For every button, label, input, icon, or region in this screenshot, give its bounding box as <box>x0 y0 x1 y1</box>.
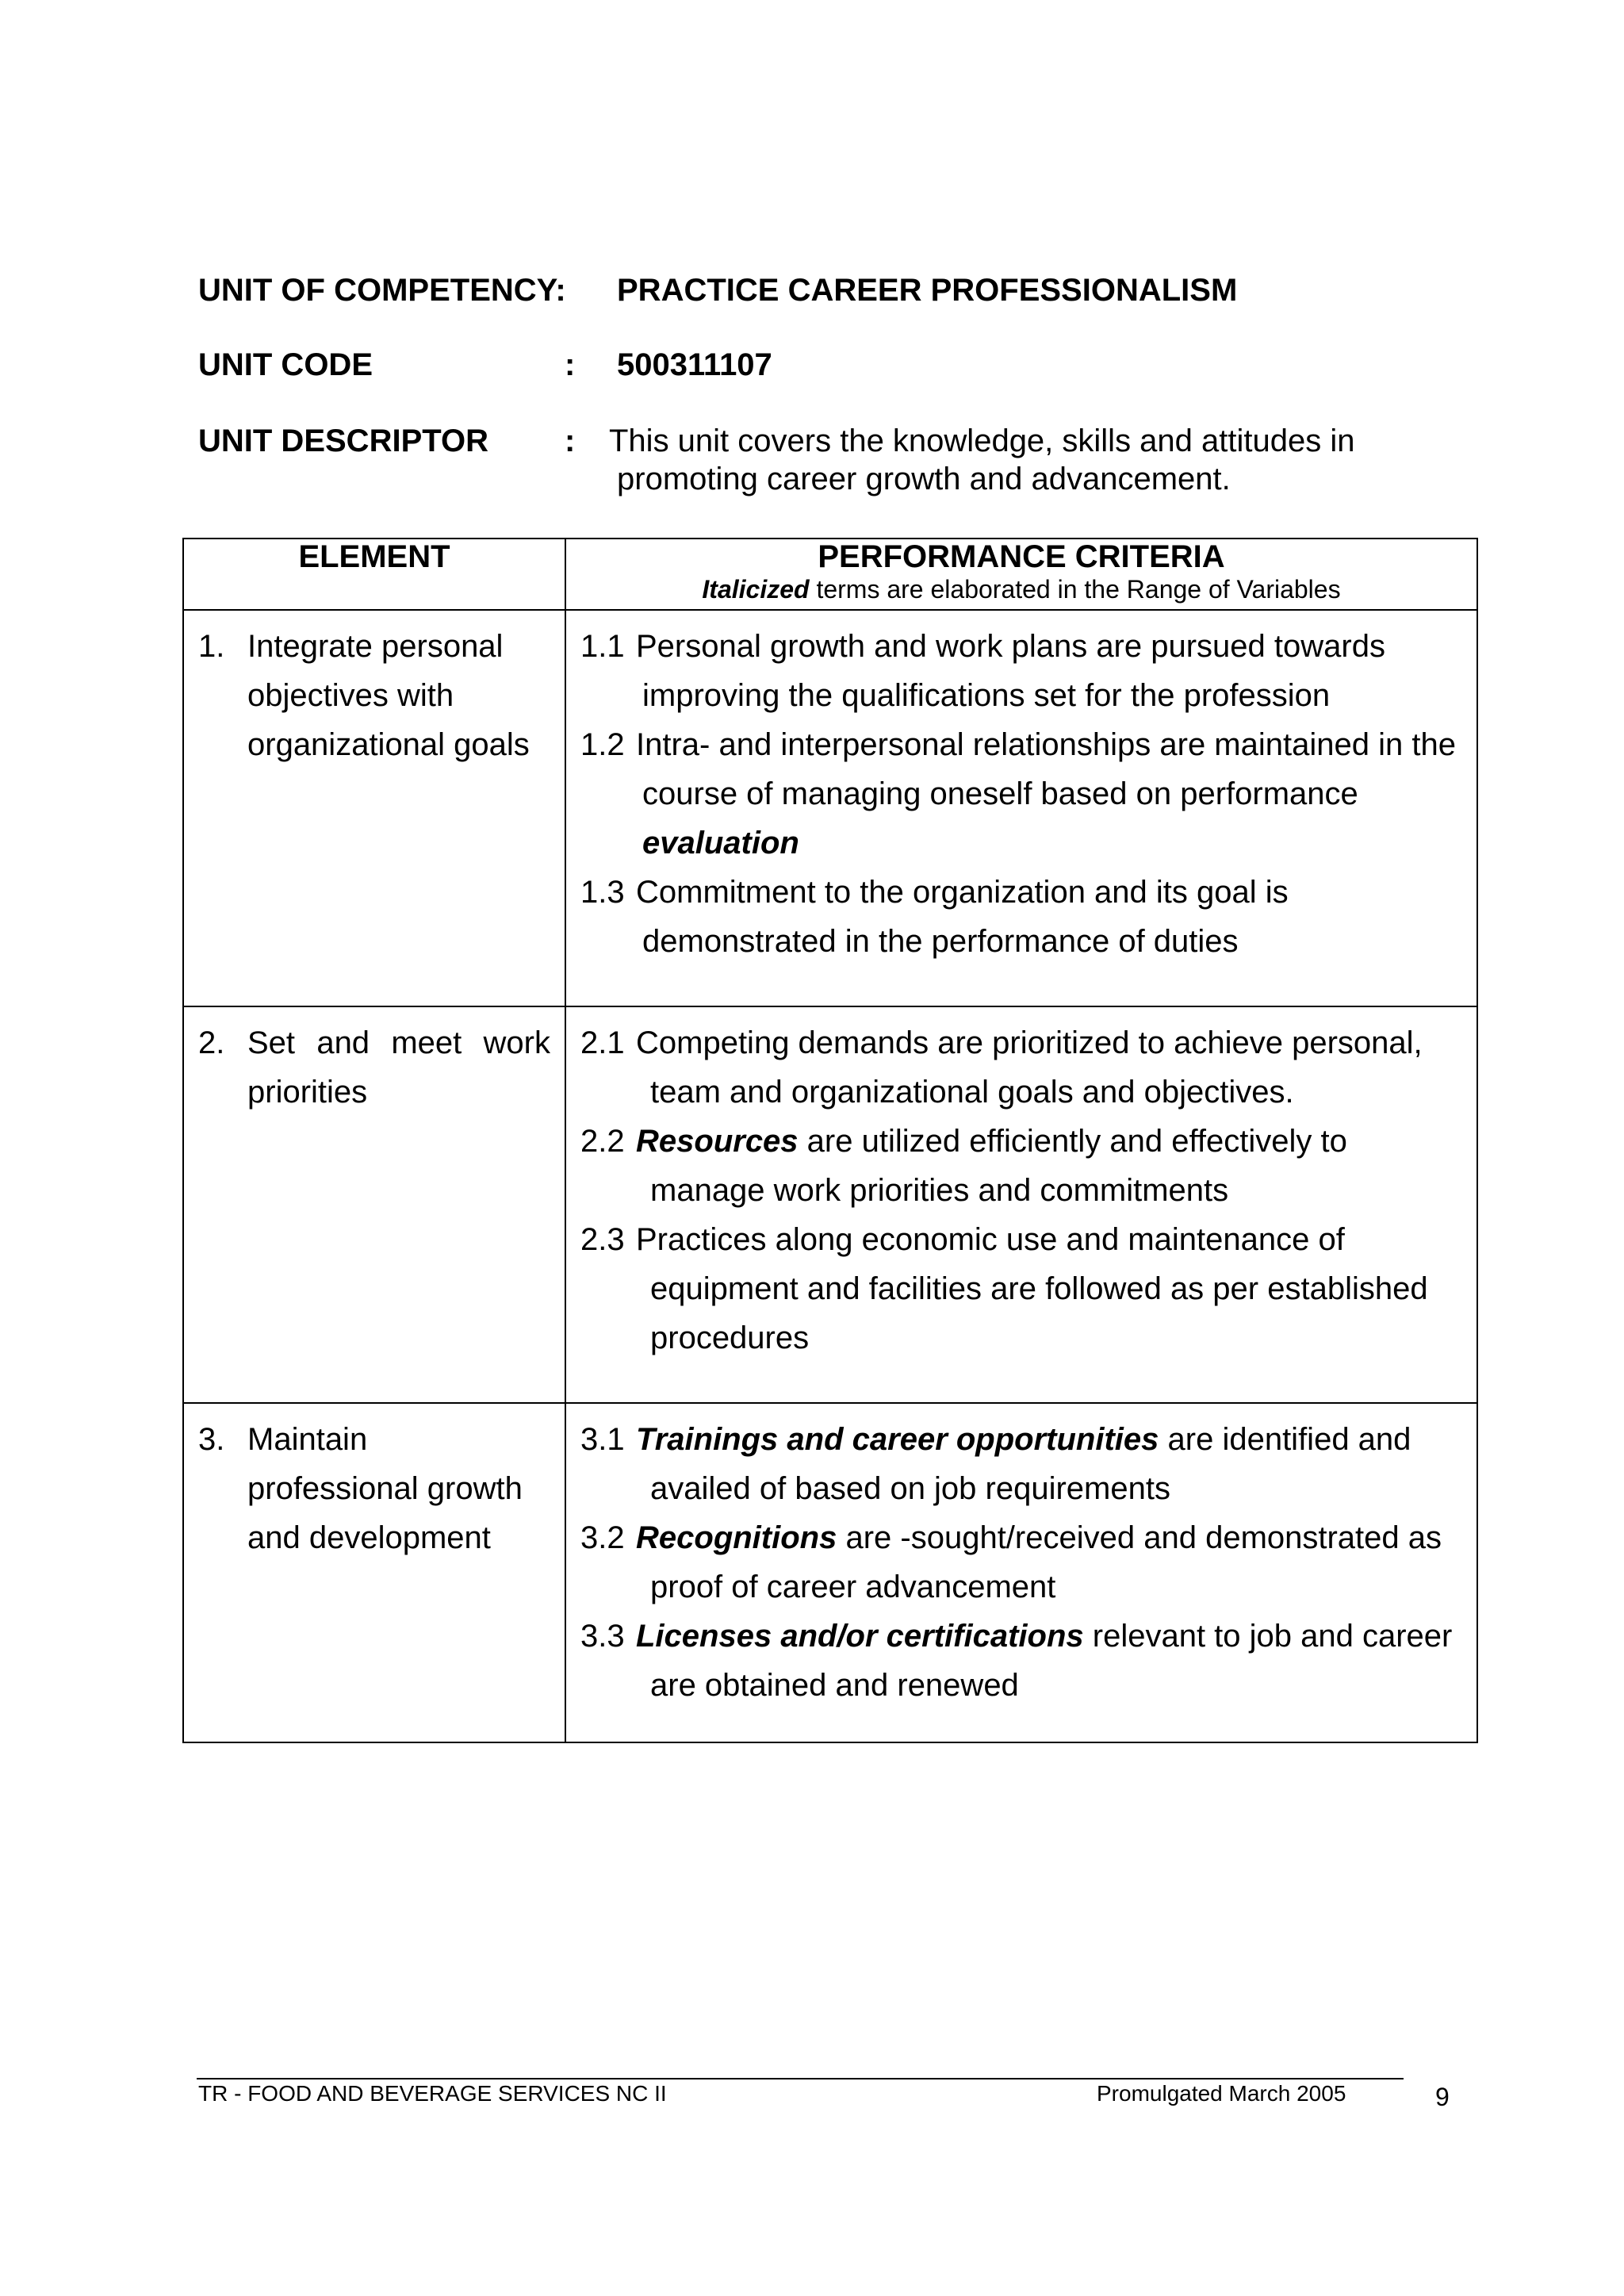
criterion-range-term: Recognitions <box>636 1520 837 1555</box>
criterion-item <box>580 720 1462 868</box>
element-number: 2. <box>198 1025 225 1060</box>
element-line: priorities <box>247 1075 368 1110</box>
footer-promulgated: Promulgated March 2005 <box>1097 2081 1346 2106</box>
element-line: professional growth <box>247 1471 523 1506</box>
criterion-text: Personal growth and work plans are pursued towards improving the qualifications set for the profession <box>636 629 1385 713</box>
criterion-number: 3.3 <box>580 1619 625 1654</box>
unit-descriptor-line-2: promoting career growth and advancement. <box>617 462 1231 496</box>
unit-of-competency-value: PRACTICE CAREER PROFESSIONALISM <box>617 273 1238 308</box>
element-line: objectives with <box>247 678 454 713</box>
table-body <box>183 610 1477 1742</box>
criterion-text: Commitment to the organization and its goal is demonstrated in the performance of duties <box>636 875 1289 959</box>
criteria-cell <box>565 1006 1477 1403</box>
criterion-number: 2.1 <box>580 1025 625 1060</box>
criteria-column-title: PERFORMANCE CRITERIA <box>818 539 1225 574</box>
criteria-note-rest: terms are elaborated in the Range of Variables <box>809 575 1341 604</box>
criterion-text: Practices along economic use and maintenance of equipment and facilities are followed as per established procedures <box>636 1222 1428 1355</box>
table-row <box>183 610 1477 1006</box>
criterion-item <box>580 1415 1462 1513</box>
element-line: and development <box>247 1520 491 1555</box>
unit-code-label: UNIT CODE <box>198 347 373 382</box>
criterion-range-term: Resources <box>636 1124 799 1159</box>
element-text <box>247 622 550 769</box>
footer-title: TR - FOOD AND BEVERAGE SERVICES NC II <box>198 2081 667 2106</box>
unit-descriptor-text <box>609 422 1355 498</box>
criterion-range-term: Trainings and career opportunities <box>636 1422 1159 1457</box>
element-text <box>247 1018 550 1117</box>
criterion-item <box>580 868 1462 966</box>
unit-of-competency-label: UNIT OF COMPETENCY: <box>198 273 566 308</box>
footer-rule <box>197 2078 1404 2079</box>
competency-table <box>182 538 1478 1743</box>
element-number: 3. <box>198 1422 225 1457</box>
unit-code-value: 500311107 <box>617 347 772 382</box>
element-cell <box>183 1403 565 1742</box>
element-line: Maintain <box>247 1422 368 1457</box>
criterion-number: 1.2 <box>580 727 625 762</box>
element-item <box>198 1415 550 1562</box>
criterion-number: 1.3 <box>580 875 625 910</box>
unit-descriptor-colon: : <box>565 424 576 458</box>
criterion-item <box>580 1215 1462 1363</box>
criterion-text: relevant to job and career are obtained and renewed <box>650 1619 1453 1703</box>
criterion-text: are -sought/received and demonstrated as proof of career advancement <box>650 1520 1442 1604</box>
criteria-note-italicized: Italicized <box>702 575 810 604</box>
criterion-item <box>580 622 1462 720</box>
criterion-number: 3.1 <box>580 1422 625 1457</box>
element-column-header: ELEMENT <box>183 539 565 610</box>
criterion-text: Competing demands are prioritized to achieve personal, team and organizational goals and objectives. <box>636 1025 1423 1110</box>
criterion-text: Intra- and interpersonal relationships are maintained in the course of managing oneself based on performance <box>636 727 1456 811</box>
element-line: Set and meet work <box>247 1025 550 1060</box>
criterion-text: are utilized efficiently and effectively to manage work priorities and commitments <box>650 1124 1347 1208</box>
page-number: 9 <box>1435 2083 1450 2111</box>
criteria-cell <box>565 610 1477 1006</box>
criteria-column-header <box>565 539 1477 610</box>
unit-code-colon: : <box>565 347 576 382</box>
criteria-cell <box>565 1403 1477 1742</box>
criterion-item <box>580 1612 1462 1710</box>
element-line: Integrate personal <box>247 629 504 664</box>
element-text <box>247 1415 550 1562</box>
table-row <box>183 1403 1477 1742</box>
element-cell <box>183 610 565 1006</box>
element-item <box>198 622 550 769</box>
criterion-text: are identified and availed of based on job requirements <box>650 1422 1411 1506</box>
element-line: organizational goals <box>247 727 530 762</box>
criterion-number: 2.2 <box>580 1124 625 1159</box>
criterion-number: 2.3 <box>580 1222 625 1257</box>
criterion-number: 1.1 <box>580 629 625 664</box>
criterion-number: 3.2 <box>580 1520 625 1555</box>
unit-descriptor-line-1: This unit covers the knowledge, skills and attitudes in <box>609 424 1355 458</box>
criterion-item <box>580 1513 1462 1612</box>
table-header-row <box>183 539 1477 610</box>
criterion-item <box>580 1018 1462 1117</box>
criteria-column-note <box>566 574 1477 604</box>
element-item <box>198 1018 550 1117</box>
criterion-range-term: evaluation <box>642 826 799 861</box>
unit-descriptor-label: UNIT DESCRIPTOR <box>198 424 488 458</box>
table-row <box>183 1006 1477 1403</box>
element-cell <box>183 1006 565 1403</box>
element-number: 1. <box>198 629 225 664</box>
criterion-range-term: Licenses and/or certifications <box>636 1619 1084 1654</box>
criterion-item <box>580 1117 1462 1215</box>
